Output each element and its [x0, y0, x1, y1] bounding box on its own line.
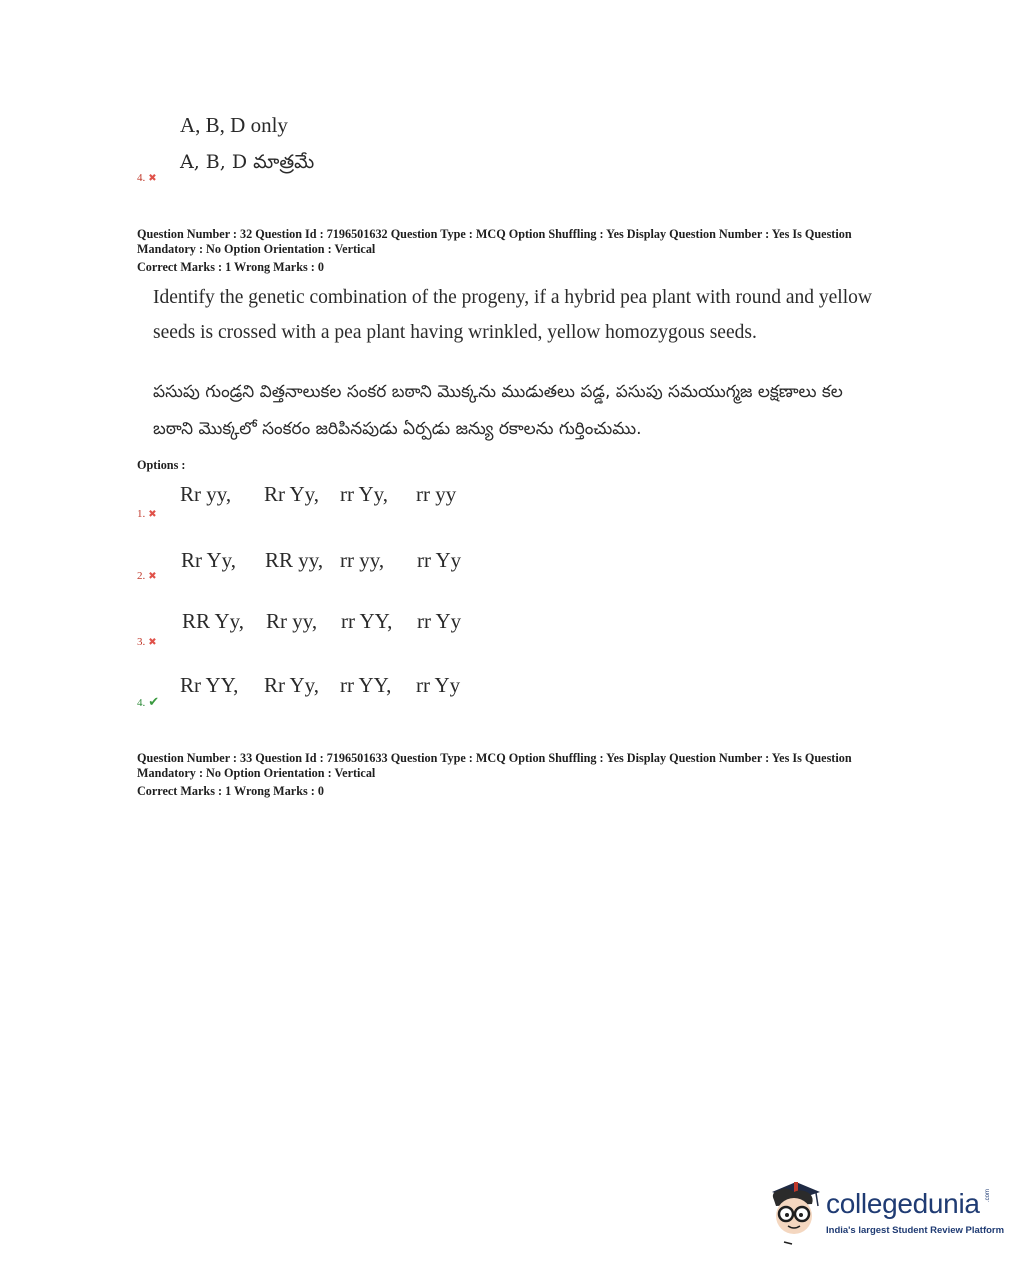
option-number — [137, 636, 157, 648]
option-number-text: 4. — [137, 697, 146, 709]
q32-meta-line3: Correct Marks : 1 Wrong Marks : 0 — [137, 260, 324, 274]
cross-icon: ✖ — [148, 571, 157, 582]
q32-option-1[interactable] — [0, 478, 700, 528]
q32-options-label: Options : — [137, 458, 186, 472]
mascot-icon — [766, 1178, 826, 1248]
genotype: Rr Yy, — [264, 482, 320, 506]
genotype: RR Yy, — [182, 609, 245, 633]
genotype: rr yy — [416, 482, 457, 506]
genotype: rr YY, — [341, 609, 393, 633]
genotype: Rr yy, — [180, 482, 232, 506]
genotype: rr YY, — [340, 673, 392, 697]
genotype: Rr Yy, — [181, 548, 237, 572]
q32-question-en — [153, 280, 872, 350]
genotype: Rr yy, — [266, 609, 318, 633]
genotype: rr Yy, — [340, 482, 389, 506]
q32-meta-line1: Question Number : 32 Question Id : 7196501632 Question Type : MCQ Option Shuffling : Yes Display Question Number : Yes Is Question — [137, 227, 852, 241]
check-icon: ✔ — [148, 695, 160, 710]
option-number-text: 2. — [137, 570, 146, 582]
logo-tagline: India's largest Student Review Platform — [826, 1225, 1005, 1236]
option-number: 4. — [137, 172, 146, 184]
q32-question-te — [153, 374, 843, 448]
q32-option-2[interactable] — [0, 544, 700, 594]
genotype: rr Yy — [416, 673, 461, 697]
option-number — [137, 508, 157, 520]
q32-question-en-line2: seeds is crossed with a pea plant having wrinkled, yellow homozygous seeds. — [153, 322, 757, 343]
q32-question-en-line1: Identify the genetic combination of the progeny, if a hybrid pea plant with round and yellow — [153, 287, 872, 308]
logo-com: .com — [985, 1188, 991, 1202]
logo-name: collegedunia — [826, 1188, 980, 1219]
genotype: Rr YY, — [180, 673, 239, 697]
q32-question-te-line2: బఠాని మొక్కలో సంకరం జరిపినపుడు ఏర్పడు జన్యు రకాలను గుర్తించుము. — [153, 419, 642, 439]
collegedunia-logo[interactable] — [766, 1178, 1005, 1248]
prev-option-4-text-en: A, B, D only — [180, 113, 288, 137]
q32-option-3[interactable] — [0, 605, 700, 655]
genotype: RR yy, — [265, 548, 324, 572]
q33-meta — [137, 751, 917, 799]
option-number — [137, 695, 159, 710]
q33-meta-line1: Question Number : 33 Question Id : 7196501633 Question Type : MCQ Option Shuffling : Yes Display Question Number : Yes Is Question — [137, 751, 852, 765]
option-number — [137, 570, 157, 582]
genotype: rr Yy — [417, 548, 462, 572]
genotype: rr Yy — [417, 609, 462, 633]
cross-icon: ✖ — [148, 509, 157, 520]
cross-icon: ✖ — [148, 637, 157, 648]
option-number-text: 3. — [137, 636, 146, 648]
q32-meta-line2: Mandatory : No Option Orientation : Vertical — [137, 242, 376, 256]
prev-option-4-text-te: A, B, D మాత్రమే — [180, 151, 315, 173]
q33-meta-line2: Mandatory : No Option Orientation : Vertical — [137, 766, 376, 780]
genotype: rr yy, — [340, 548, 385, 572]
q32-option-4[interactable] — [0, 669, 700, 719]
prev-option-4-number — [137, 172, 157, 184]
genotype: Rr Yy, — [264, 673, 320, 697]
q32-meta — [137, 227, 917, 275]
option-number-text: 1. — [137, 508, 146, 520]
q32-question-te-line1: పసుపు గుండ్రని విత్తనాలుకల సంకర బఠాని మొక్కను ముడుతలు పడ్డ, పసుపు సమయుగ్మజ లక్షణాలు కల — [153, 382, 843, 402]
q33-meta-line3: Correct Marks : 1 Wrong Marks : 0 — [137, 784, 324, 798]
cross-icon: ✖ — [148, 173, 157, 184]
